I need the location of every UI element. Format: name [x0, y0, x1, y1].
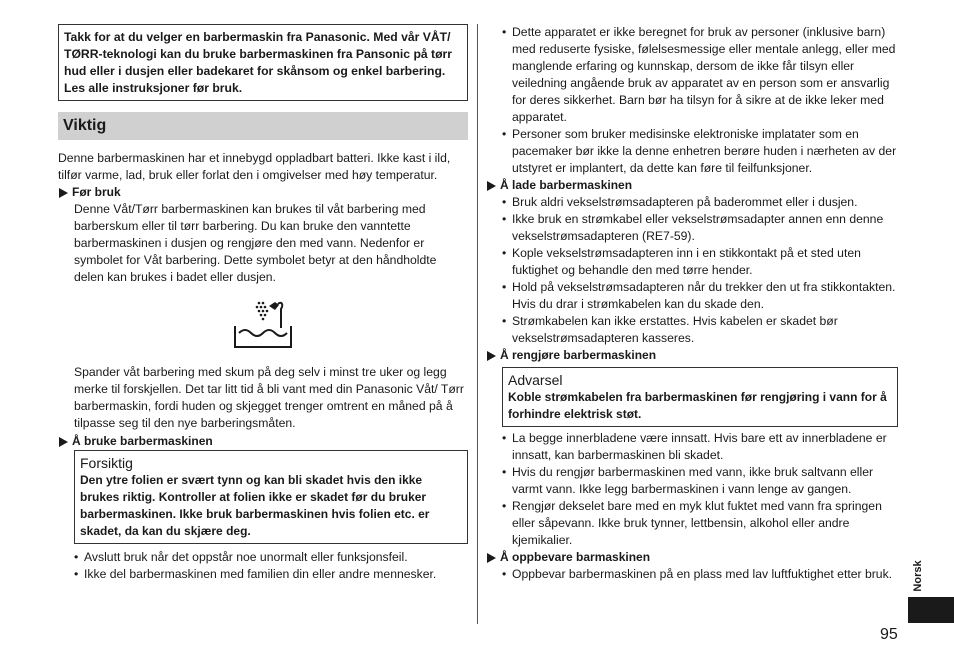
lade-bullets: [502, 194, 898, 347]
top-bullets: [502, 24, 898, 177]
list-item: • Ikke bruk en strømkabel eller vekselstrømsadapter annen enn denne vekselstrømsadapteren (RE7-59).: [502, 211, 898, 245]
list-item: • Personer som bruker medisinske elektroniske implatater som en pacemaker bør ikke la denne enhetren berøre huden i nærheten av der utstyret er implantert, da dette kan føre til feilfunksjoner.: [502, 126, 898, 177]
warning-box: [502, 367, 898, 427]
triangle-bullet-icon: [487, 351, 496, 361]
list-item: • Ikke del barbermaskinen med familien din eller andre mennesker.: [74, 566, 468, 583]
section-heading-label: Å lade barbermaskinen: [500, 178, 633, 192]
language-label: Norsk: [912, 560, 924, 592]
left-column: [58, 24, 468, 583]
list-item: • Avslutt bruk når det oppstår noe unormalt eller funksjonsfeil.: [74, 549, 468, 566]
list-item: • La begge innerbladene være innsatt. Hvis bare ett av innerbladene er innsatt, kan barbermaskinen bli skadet.: [502, 430, 898, 464]
list-item: • Hold på vekselstrømsadapteren når du trekker den ut fra stikkontakten. Hvis du drar i strømkabelen kan du skade den.: [502, 279, 898, 313]
section-heading-label: Å oppbevare barmaskinen: [500, 550, 651, 564]
section-heading-for-bruk: [58, 184, 468, 201]
list-item: • Rengjør dekselet bare med en myk klut fuktet med vann fra springen eller såpevann. Ikke bruk tynner, lettbensin, alkohol eller andre kjemikalier.: [502, 498, 898, 549]
triangle-bullet-icon: [487, 553, 496, 563]
section-heading-lade: [486, 177, 898, 194]
section-heading-bruke: [58, 433, 468, 450]
list-item: • Bruk aldri vekselstrømsadapteren på baderommet eller i dusjen.: [502, 194, 898, 211]
bruke-bullets: [58, 549, 468, 583]
caution-body: Den ytre folien er svært tynn og kan bli skadet hvis den ikke brukes riktig. Kontroller at folien ikke er skadet før du bruker barbermaskinen. Ikke bruk barbermaskinen hvis folien etc. er skadet, da kan du skjære deg.: [80, 473, 430, 538]
for-bruk-text-2: Spander våt barbering med skum på deg selv i minst tre uker og legg merke til forskjellen. Det tar litt tid å bli vant med din Panasonic Våt/ Tørr barbermaskin, fordi huden og skjegget trenger omtrent en måned på å tilpasse seg til den nye barberingsmåten.: [74, 365, 464, 430]
rengjore-bullets: [502, 430, 898, 549]
section-heading-oppbevare: [486, 549, 898, 566]
viktig-heading: Viktig: [58, 112, 468, 140]
oppbevare-bullets: [502, 566, 898, 583]
section-heading-label: Å rengjøre barbermaskinen: [500, 348, 657, 362]
list-item: • Strømkabelen kan ikke erstattes. Hvis kabelen er skadet bør vekselstrømsadapteren kasseres.: [502, 313, 898, 347]
triangle-bullet-icon: [59, 437, 68, 447]
section-heading-rengjore: [486, 347, 898, 364]
section-heading-label: Før bruk: [72, 185, 121, 199]
column-divider: [477, 24, 478, 624]
caution-box: [74, 450, 468, 544]
for-bruk-text: Denne Våt/Tørr barbermaskinen kan brukes til våt barbering med barberskum eller til tørr barbering. Du kan bruke den vanntette barbermaskinen i dusjen og rengjøre den med vann. Nedenfor er symbolet for Våt barbering. Dette symbolet betyr at den håndholdte delen kan brukes i badet eller dusjen.: [74, 202, 437, 284]
list-item: • Hvis du rengjør barbermaskinen med vann, ikke bruk saltvann eller varmt vann. Ikke legg barbermaskinen i vann lenge av gangen.: [502, 464, 898, 498]
battery-paragraph: Denne barbermaskinen har et innebygd oppladbart batteri. Ikke kast i ild, tilfør varme, lad, bruk eller forlat den i omgivelser med høy temperatur.: [58, 151, 451, 182]
language-tab-block: [908, 597, 954, 623]
page-number: 95: [880, 626, 898, 643]
triangle-bullet-icon: [59, 188, 68, 198]
list-item: • Kople vekselstrømsadapteren inn i en stikkontakt på et sted uten fuktighet og behandle den med tørre hender.: [502, 245, 898, 279]
triangle-bullet-icon: [487, 181, 496, 191]
shower-bath-icon: [231, 298, 295, 350]
caution-title: Forsiktig: [80, 455, 133, 471]
language-tab-label: [912, 558, 924, 594]
section-heading-label: Å bruke barbermaskinen: [72, 434, 213, 448]
wet-shave-symbol: [58, 286, 468, 364]
intro-box: Takk for at du velger en barbermaskin fra Panasonic. Med vår VÅT/ TØRR-teknologi kan du bruke barbermaskinen fra Pansonic på tørr hud eller i dusjen eller badekaret for skånsom og enkel barbering. Les alle instruksjoner før bruk.: [58, 24, 468, 101]
list-item: • Dette apparatet er ikke beregnet for bruk av personer (inklusive barn) med reduserte fysiske, følelsesmessige eller mentale anlegg, eller med manglende erfaring og kunnskap, dersom de ikke får tilsyn eller veiledning angående bruk av apparatet av en person som er ansvarlig for deres sikkerhet. Barn bør ha tilsyn for å sikre at de ikke leker med apparatet.: [502, 24, 898, 126]
right-column: [502, 24, 898, 583]
warning-body: Koble strømkabelen fra barbermaskinen før rengjøring i vann for å forhindre elektrisk støt.: [508, 390, 887, 421]
list-item: • Oppbevar barbermaskinen på en plass med lav luftfuktighet etter bruk.: [502, 566, 898, 583]
warning-title: Advarsel: [508, 372, 563, 388]
